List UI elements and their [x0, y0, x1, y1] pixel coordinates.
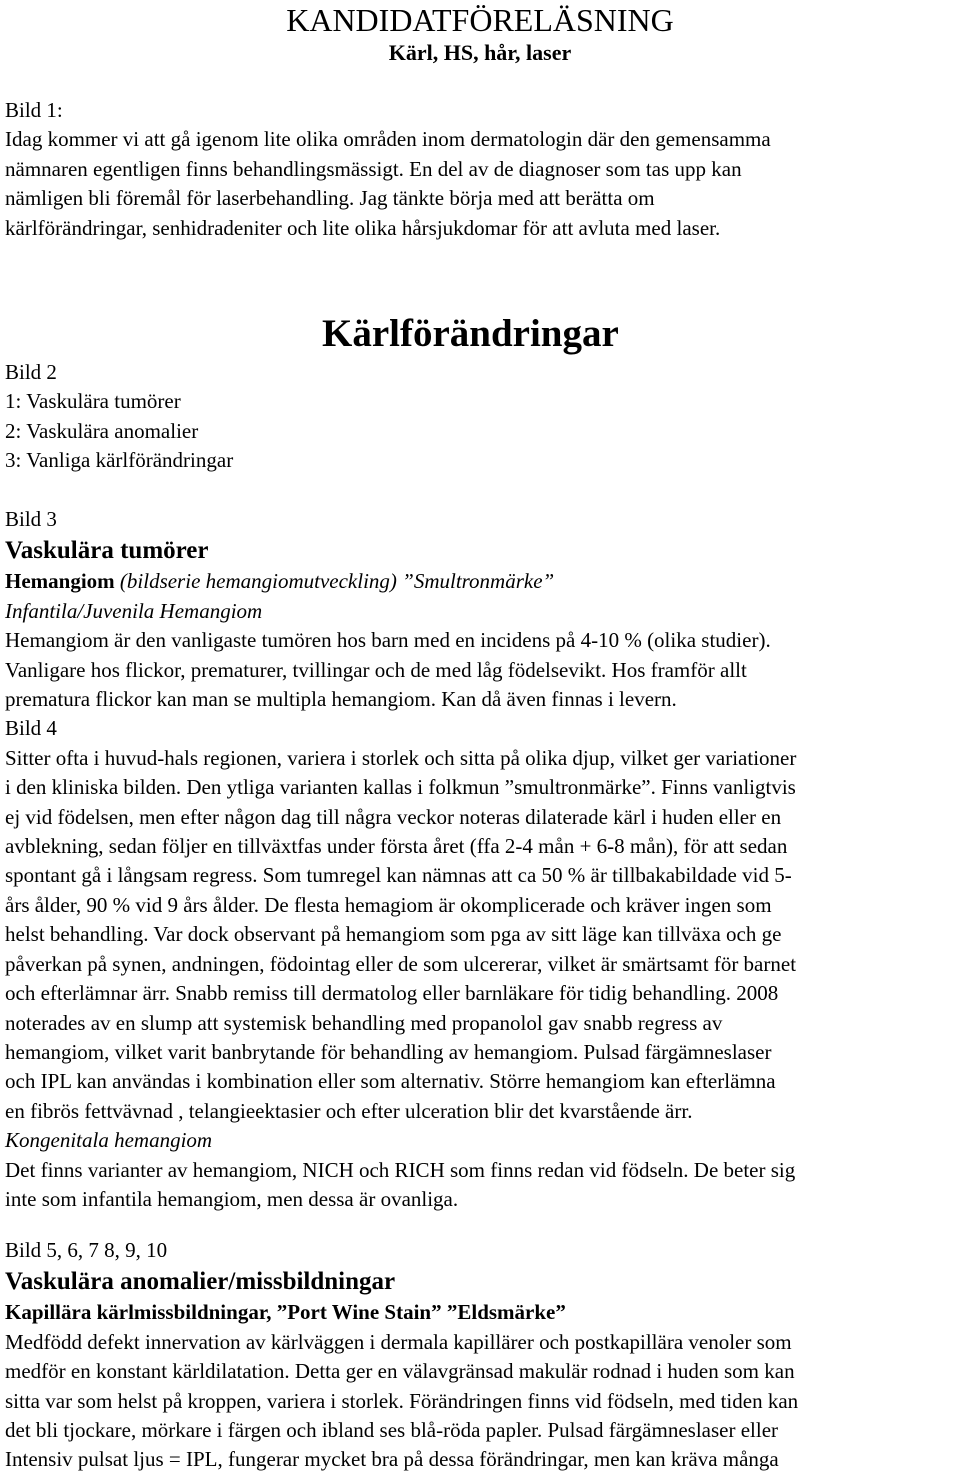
paragraph-line: sitta var som helst på kroppen, variera i storlek. Förändringen finns vid födseln, med tiden kan — [5, 1388, 799, 1413]
paragraph-line: medför en konstant kärldilatation. Detta ger en välavgränsad makulär rodnad i huden som kan — [5, 1359, 795, 1384]
paragraph-line: påverkan på synen, andningen, födointag eller de som ulcererar, vilket är smärtsamt för barnet — [5, 951, 797, 976]
bild1-line: nämnaren egentligen finns behandlingsmässigt. En del av de diagnoser som tas upp kan — [5, 156, 742, 181]
bild4-label: Bild 4 — [5, 716, 57, 741]
paragraph-line: inte som infantila hemangiom, men dessa är ovanliga. — [5, 1186, 459, 1211]
bild1-label: Bild 1: — [5, 98, 63, 122]
hemangiom-line — [5, 567, 957, 596]
bild2-section — [5, 358, 957, 476]
kapillara-subheading: Kapillära kärlmissbildningar, ”Port Wine Stain” ”Eldsmärke” — [5, 1300, 566, 1325]
bild3-section — [5, 505, 957, 1214]
vaskulara-anomalier-heading: Vaskulära anomalier/missbildningar — [5, 1268, 396, 1296]
paragraph-line: det bli tjockare, mörkare i färgen och ibland ses blå-röda papler. Pulsad färgämneslaser eller — [5, 1418, 779, 1443]
bild1-line: kärlförändringar, senhidradeniter och lite olika hårsjukdomar för att avluta med laser. — [5, 215, 721, 240]
paragraph-line: en fibrös fettvävnad , telangieektasier och efter ulceration blir det kvarstående ärr. — [5, 1098, 693, 1123]
paragraph-line: Sitter ofta i huvud-hals regionen, variera i storlek och sitta på olika djup, vilket ger variationer — [5, 745, 797, 770]
hemangiom-term: Hemangiom — [5, 569, 115, 594]
document-title: KANDIDATFÖRELÄSNING — [286, 2, 674, 38]
paragraph-line: noterades av en slump att systemisk behandling med propanolol gav snabb regress av — [5, 1010, 723, 1035]
paragraph-line: Det finns varianter av hemangiom, NICH och RICH som finns redan vid födseln. De beter sig — [5, 1157, 796, 1182]
paragraph-line: års ålder, 90 % vid 9 års ålder. De flesta hemagiom är okomplicerade och kräver ingen som — [5, 892, 772, 917]
bild1-line: nämligen bli föremål för laserbehandling. Jag tänkte börja med att berätta om — [5, 186, 655, 211]
karlforandringar-heading: Kärlförändringar — [322, 312, 619, 355]
vaskulara-tumorer-heading: Vaskulära tumörer — [5, 537, 209, 565]
hemangiom-note: (bildserie hemangiomutveckling) ”Smultronmärke” — [114, 569, 555, 594]
bild2-item: 3: Vanliga kärlförändringar — [5, 448, 234, 473]
paragraph-line: Vanligare hos flickor, prematurer, tvillingar och de med låg födelsevikt. Hos framför allt — [5, 657, 747, 682]
paragraph-line: och IPL kan användas i kombination eller som alternativ. Större hemangiom kan efterlämna — [5, 1069, 776, 1094]
paragraph-line: hemangiom, vilket varit banbrytande för behandling av hemangiom. Pulsad färgämneslaser — [5, 1039, 772, 1064]
bild1-line: Idag kommer vi att gå igenom lite olika områden inom dermatologin där den gemensamma — [5, 127, 771, 152]
bild2-item: 2: Vaskulära anomalier — [5, 418, 199, 443]
bild2-label: Bild 2 — [5, 360, 57, 384]
kongenitala-subheading: Kongenitala hemangiom — [5, 1128, 213, 1153]
bild2-item: 1: Vaskulära tumörer — [5, 389, 181, 414]
paragraph-line: prematura flickor kan man se multipla hemangiom. Kan då även finnas i levern. — [5, 687, 677, 712]
paragraph-line: avblekning, sedan följer en tillväxtfas under första året (ffa 2-4 mån + 6-8 mån), för att sedan — [5, 834, 788, 859]
paragraph-line: Hemangiom är den vanligaste tumören hos barn med en incidens på 4-10 % (olika studier). — [5, 628, 771, 653]
document-subtitle: Kärl, HS, hår, laser — [388, 40, 572, 65]
paragraph-line: helst behandling. Var dock observant på hemangiom som pga av sitt läge kan tillväxa och ge — [5, 922, 782, 947]
bild3-label: Bild 3 — [5, 507, 57, 531]
bild5-section — [5, 1236, 957, 1475]
paragraph-line: ej vid födelsen, men efter någon dag till några veckor noteras dilaterade kärl i huden eller en — [5, 804, 782, 829]
paragraph-line: Intensiv pulsat ljus = IPL, fungerar mycket bra på dessa förändringar, men kan kräva många — [5, 1447, 779, 1472]
bild1-section — [5, 96, 957, 243]
infantila-subheading: Infantila/Juvenila Hemangiom — [5, 598, 263, 623]
bild5-label: Bild 5, 6, 7 8, 9, 10 — [5, 1238, 168, 1262]
paragraph-line: Medfödd defekt innervation av kärlväggen i dermala kapillärer och postkapillära venoler som — [5, 1329, 792, 1354]
paragraph-line: spontant gå i långsam regress. Som tumregel kan nämnas att ca 50 % är tillbakabildade vid 5- — [5, 863, 792, 888]
paragraph-line: i den kliniska bilden. Den ytliga varianten kallas i folkmun ”smultronmärke”. Finns vanligtvis — [5, 775, 796, 800]
paragraph-line: och efterlämnar ärr. Snabb remiss till dermatolog eller barnläkare för tidig behandling. 2008 — [5, 981, 779, 1006]
